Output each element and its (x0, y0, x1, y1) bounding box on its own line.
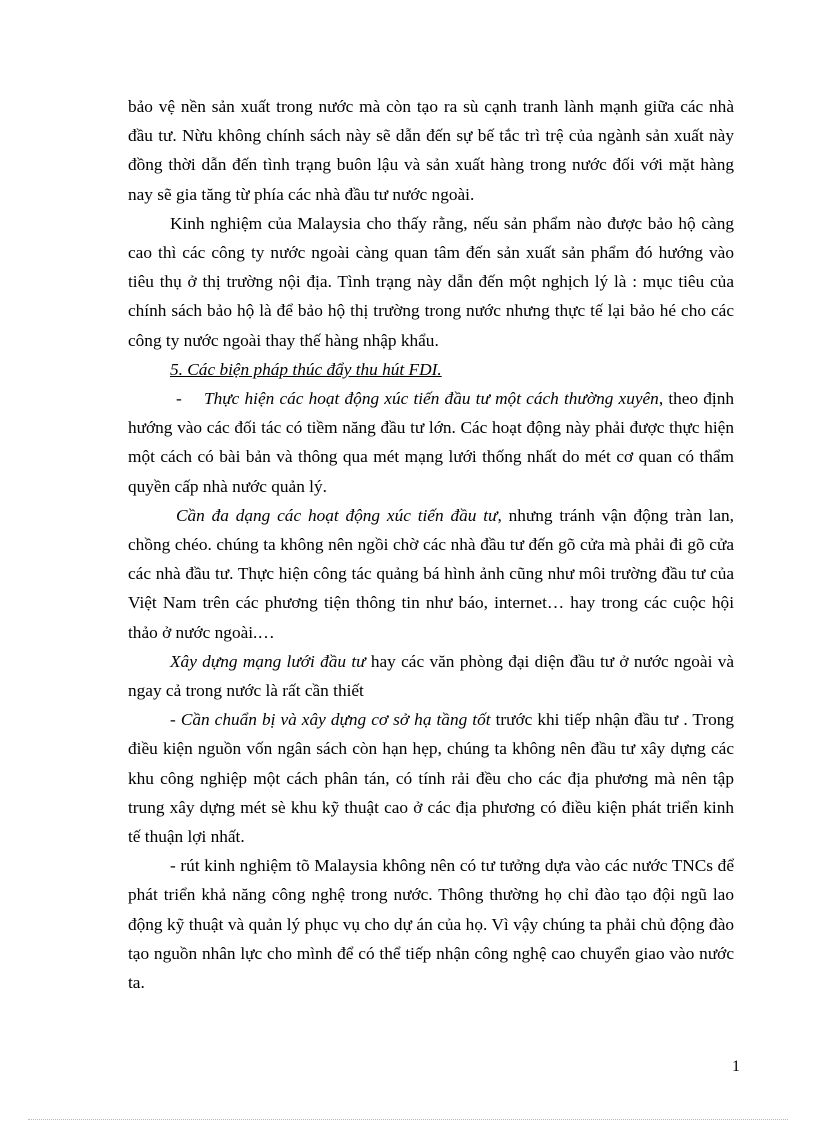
section-heading: 5. Các biện pháp thúc đẩy thu hút FDI. (170, 359, 442, 379)
document-body (128, 92, 734, 997)
bullet-italic-lead: Thực hiện các hoạt động xúc tiến đầu tư một cách thường xuyên (204, 389, 659, 409)
paragraph-1: bảo vệ nền sản xuất trong nước mà còn tạo ra sù cạnh tranh lành mạnh giữa các nhà đầu tư. Nừu không chính sách này sẽ dẫn đến sự bế tắc trì trệ của ngành sản xuất này đồng thời dẫn đến tình trạng buôn lậu và sản xuất hàng trong nước đối với mặt hàng nay sẽ gia tăng từ phía các nhà đầu tư nước ngoài. (128, 97, 734, 204)
bullet-human-resources: - rút kinh nghiệm tõ Malaysia không nên có tư tưởng dựa vào các nước TNCs để phát triển khả năng công nghệ trong nước. Thông thường họ chỉ đào tạo đội ngũ lao động kỹ thuật và quản lý phục vụ cho dự án của họ. Vì vậy chúng ta phải chủ động đào tạo nguồn nhân lực cho mình để có thể tiếp nhận công nghệ cao chuyển giao vào nước ta. (128, 856, 734, 993)
bullet-infrastructure (128, 705, 734, 851)
paragraph-text: , nhưng tránh vận động tràn lan, chồng chéo. chúng ta không nên ngồi chờ các nhà đầu tư đến gõ cửa mà phải đi gõ cửa các nhà đầu tư. Thực hiện công tác quảng bá hình ảnh cũng như môi trường đầu tư của Việt Nam trên các phương tiện thông tin như báo, internet… hay trong các cuộc hội thảo ở nước ngoài.… (128, 505, 734, 642)
bullet-italic-lead: Cần chuẩn bị và xây dựng cơ sở hạ tầng tốt (180, 710, 491, 730)
page-number: 1 (732, 1058, 740, 1075)
page-bottom-divider (28, 1119, 788, 1120)
paragraph-text: hay các văn phòng đại diện đầu tư ở nước ngoài và ngay cả trong nước là rất cần thiết (128, 651, 735, 701)
paragraph-diversify-promotion (128, 501, 734, 647)
paragraph-investment-network (128, 647, 734, 705)
paragraph-malaysia-experience: Kinh nghiệm của Malaysia cho thấy rằng, nếu sản phẩm nào được bảo hộ càng cao thì các công ty nước ngoài càng quan tâm đến sản xuất sản phẩm đó hướng vào tiêu thụ ở thị trường nội địa. Tình trạng này dẫn đến một nghịch lý là : mục tiêu của chính sách bảo hộ là để bảo hộ thị trường trong nước nhưng thực tế lại bảo hé cho các công ty nước ngoài thay thế hàng nhập khẩu. (128, 213, 734, 350)
bullet-text: , theo định hướng vào các đối tác có tiềm năng đầu tư lớn. Các hoạt động này phải được thực hiện một cách có bài bản và thông qua mét mạng lưới thống nhất do mét cơ quan có thẩm quyền cấp nhà nước quản lý. (128, 389, 734, 496)
italic-lead: Xây dựng mạng lưới đầu tư (170, 651, 366, 671)
bullet-text: trước khi tiếp nhận đầu tư . Trong điều kiện nguồn vốn ngân sách còn hạn hẹp, chúng ta không nên đầu tư xây dựng các khu công nghiệp một cách phân tán, có tính rải đều cho các địa phương mà nên tập trung xây dựng mét sè khu kỹ thuật cao ở các địa phương có điều kiện phát triển kinh tế thuận lợi nhất. (128, 710, 735, 847)
bullet-dash: - (176, 389, 182, 409)
bullet-dash: - (170, 710, 181, 730)
bullet-investment-promotion (128, 384, 734, 501)
italic-lead: Cần đa dạng các hoạt động xúc tiến đầu tư (176, 505, 498, 525)
